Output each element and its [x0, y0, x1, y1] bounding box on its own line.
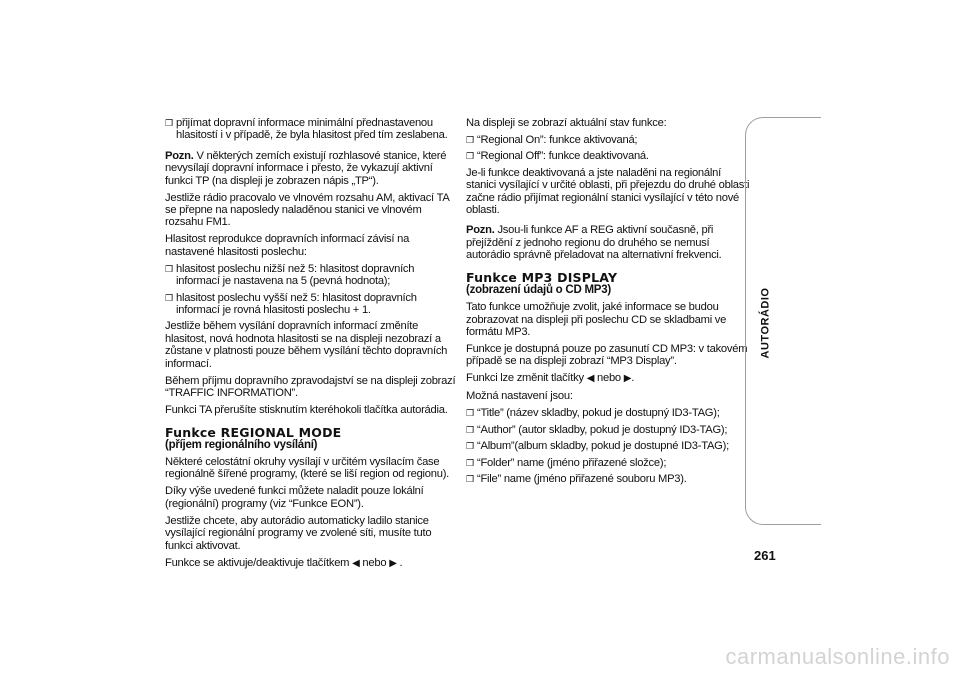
- paragraph: Tato funkce umožňuje zvolit, jaké informace se budou zobrazovat na displeji při poslechu CD se skladbami ve formátu MP3.: [466, 301, 727, 338]
- note-paragraph: [165, 150, 460, 187]
- bullet-icon: ❒: [466, 457, 474, 468]
- note-paragraph: [466, 224, 751, 261]
- bullet-item: [165, 263, 460, 288]
- paragraph: Je-li funkce deaktivovaná a jste naladěni na regionální stanici vysílající v určité oblasti, při přejezdu do druhé oblasti začne rádio přijímat regionální stanici vysílající v této nové oblasti.: [466, 166, 750, 217]
- text: Funkci lze změnit tlačítky: [466, 372, 587, 385]
- note-text: Jsou-li funkce AF a REG aktivní současně, při přejíždění z jednoho regionu do druhého se nemusí autorádio správně přeladovat na alternativní frekvenci.: [466, 224, 722, 262]
- left-arrow-icon: ◀: [586, 373, 595, 385]
- text: Funkce se aktivuje/deaktivuje tlačítkem: [165, 556, 353, 569]
- bullet-text: hlasitost poslechu vyšší než 5: hlasitost dopravních informací je rovná hlasitosti poslechu + 1.: [176, 291, 417, 317]
- bullet-text: “Title” (název skladby, pokud je dostupný ID3-TAG);: [477, 407, 720, 420]
- chapter-label: [750, 268, 780, 378]
- note-label: Pozn.: [165, 149, 194, 162]
- bullet-item: [466, 150, 751, 162]
- bullet-text: “Folder” name (jméno přiřazené složce);: [477, 456, 667, 469]
- bullet-text: “Regional On”: funkce aktivovaná;: [477, 134, 638, 146]
- bullet-item: [466, 473, 751, 485]
- text: .: [631, 372, 635, 385]
- note-text: V některých zemích existují rozhlasové stanice, které nevysílají dopravní informace i přesto, že vykazují aktivní funkci TP (na displeji je zobrazen nápis „TP“).: [165, 149, 447, 187]
- section-heading-regional-mode: Funkce REGIONAL MODE: [165, 424, 342, 440]
- bullet-icon: ❒: [466, 135, 474, 145]
- section-heading-mp3-display: Funkce MP3 DISPLAY: [466, 269, 618, 285]
- paragraph: Možná nastavení jsou:: [466, 390, 573, 403]
- paragraph: [165, 557, 460, 570]
- bullet-text: “Album”(album skladby, pokud je dostupné ID3-TAG);: [477, 440, 729, 453]
- paragraph: Funkce je dostupná pouze po zasunutí CD MP3: v takovém případě se na displeji zobrazí “MP3 Display”.: [466, 342, 748, 368]
- paragraph: Jestliže chcete, aby autorádio automaticky ladilo stanice vysílající regionální programy ve zvolené síti, musíte tuto funkci aktivovat.: [165, 514, 432, 552]
- bullet-icon: ❒: [165, 118, 173, 128]
- paragraph: Hlasitost reprodukce dopravních informací závisí na nastavené hlasitosti poslechu:: [165, 233, 410, 258]
- bullet-text: přijímat dopravní informace minimální přednastavenou hlasitostí i v případě, že byla hlasitost před tím zeslabena.: [176, 117, 448, 142]
- note-label: Pozn.: [466, 224, 495, 237]
- text: nebo: [359, 556, 390, 569]
- bullet-item: [165, 292, 460, 317]
- bullet-icon: ❒: [466, 474, 474, 484]
- bullet-icon: ❒: [466, 408, 474, 419]
- bullet-item: [466, 457, 751, 469]
- left-arrow-icon: ◀: [352, 557, 360, 569]
- section-subheading-mp3-display: (zobrazení údajů o CD MP3): [466, 283, 611, 296]
- bullet-item: [466, 440, 751, 452]
- left-column: [165, 117, 460, 575]
- text: .: [396, 556, 403, 569]
- bullet-text: “Author” (autor skladby, pokud je dostupný ID3-TAG);: [477, 423, 728, 436]
- right-column: [466, 117, 751, 489]
- bullet-text: “Regional Off”: funkce deaktivovaná.: [477, 150, 649, 163]
- paragraph: Díky výše uvedené funkci můžete naladit pouze lokální (regionální) programy (viz “Funkce EON”).: [165, 485, 424, 510]
- bullet-icon: ❒: [165, 263, 173, 274]
- paragraph: Jestliže rádio pracovalo ve vlnovém rozsahu AM, aktivací TA se přepne na naposledy naladěnou stanici ve vlnovém rozsahu FM1.: [165, 191, 449, 229]
- bullet-item: [466, 424, 751, 436]
- text: nebo: [594, 372, 624, 385]
- paragraph: Během příjmu dopravního zpravodajství se na displeji zobrazí “TRAFFIC INFORMATION”.: [165, 374, 456, 400]
- section-subheading-regional-mode: (příjem regionálního vysílání): [165, 438, 318, 451]
- paragraph: [466, 372, 751, 385]
- page-number: 261: [754, 548, 776, 563]
- bullet-item: [165, 117, 460, 142]
- bullet-item: [466, 134, 751, 146]
- bullet-icon: ❒: [466, 424, 474, 435]
- right-arrow-icon: ▶: [623, 373, 632, 385]
- bullet-item: [466, 407, 751, 419]
- paragraph: Jestliže během vysílání dopravních informací změníte hlasitost, nová hodnota hlasitosti se na displeji nezobrazí a zůstane v platnosti pouze během vysílání těchto dopravních informací.: [165, 320, 448, 370]
- paragraph: Na displeji se zobrazí aktuální stav funkce:: [466, 117, 667, 129]
- watermark: carmanualsonline.info: [725, 644, 950, 669]
- chapter-label-text: AUTORÁDIO: [759, 287, 772, 359]
- paragraph: Funkci TA přerušíte stisknutím kteréhokoli tlačítka autorádia.: [165, 404, 448, 417]
- bullet-icon: ❒: [466, 151, 474, 162]
- bullet-text: “File” name (jméno přiřazené souboru MP3).: [477, 473, 687, 485]
- right-arrow-icon: ▶: [389, 557, 397, 569]
- bullet-icon: ❒: [165, 292, 173, 303]
- bullet-icon: ❒: [466, 441, 474, 452]
- paragraph: Některé celostátní okruhy vysílají v určitém vysílacím čase regionálně šířené programy, (které se liší region od regionu).: [165, 456, 450, 481]
- bullet-text: hlasitost poslechu nižší než 5: hlasitost dopravních informací je nastavena na 5 (pevná hodnota);: [176, 262, 415, 288]
